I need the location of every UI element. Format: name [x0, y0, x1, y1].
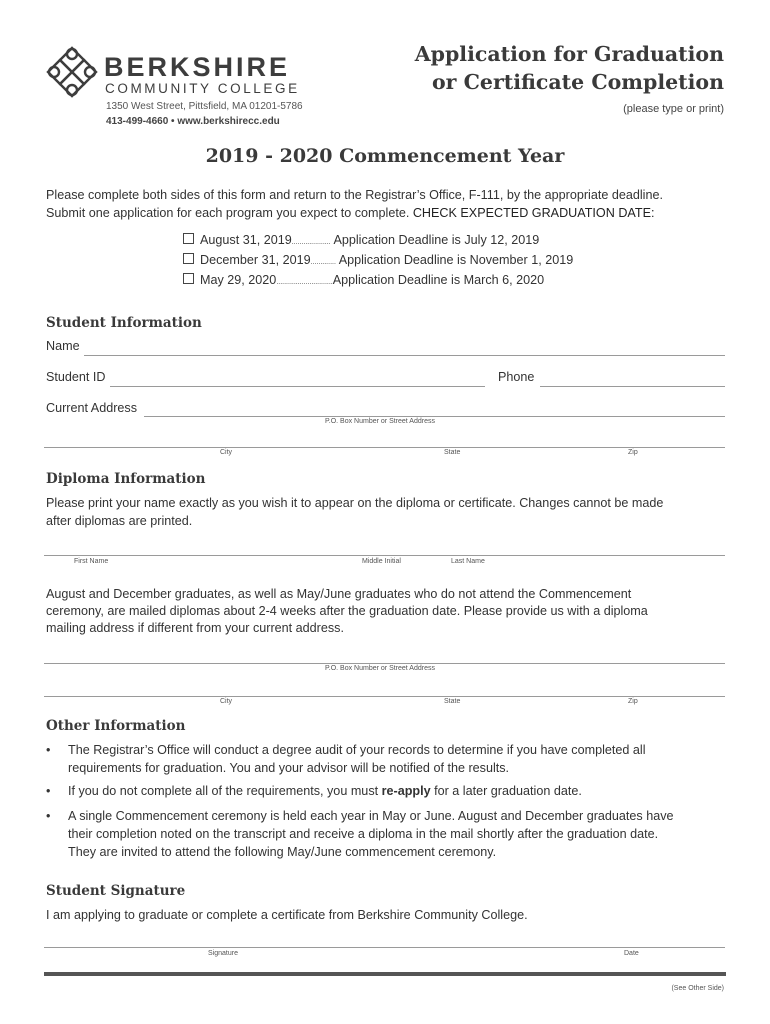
signature-field[interactable]: [44, 947, 725, 948]
date-option-august[interactable]: [183, 233, 539, 247]
form-title-note: (please type or print): [623, 103, 724, 115]
first-name-caption: First Name: [74, 558, 109, 565]
mailing-para-line3: mailing address if different from your current address.: [46, 621, 344, 635]
mailing-street-field[interactable]: [44, 663, 725, 664]
state-caption: State: [444, 698, 461, 705]
reapply-emphasis: re-apply: [381, 784, 431, 798]
item-line: their completion noted on the transcript and receive a diploma in the mail shortly after the graduation date.: [68, 827, 659, 841]
date-caption: Date: [624, 950, 639, 957]
signature-statement: I am applying to graduate or complete a certificate from Berkshire Community College.: [46, 908, 528, 922]
intro-line1: Please complete both sides of this form and return to the Registrar’s Office, F-111, by the appropriate deadline.: [46, 188, 663, 202]
december-checkbox[interactable]: [183, 253, 194, 264]
zip-caption: Zip: [628, 698, 638, 705]
city-state-zip-field[interactable]: [44, 447, 725, 448]
diploma-para-line2: after diplomas are printed.: [46, 514, 193, 528]
other-info-item-audit: [46, 741, 726, 777]
footer-rule: [44, 972, 726, 976]
college-subtitle: COMMUNITY COLLEGE: [105, 81, 300, 96]
current-address-label: Current Address: [46, 401, 137, 415]
name-field[interactable]: [84, 355, 725, 356]
last-name-caption: Last Name: [451, 558, 485, 565]
college-address: 1350 West Street, Pittsfield, MA 01201-5786: [106, 101, 303, 112]
middle-initial-caption: Middle Initial: [362, 558, 401, 565]
student-info-heading: Student Information: [46, 315, 202, 331]
signature-heading: Student Signature: [46, 883, 186, 899]
state-caption: State: [444, 449, 461, 456]
college-logo-knot-icon: [44, 44, 100, 100]
date-label: May 29, 2020: [200, 273, 277, 287]
city-caption: City: [220, 449, 233, 456]
mailing-para-line1: August and December graduates, as well as May/June graduates who do not attend the Commencement: [46, 587, 632, 601]
date-deadline: Application Deadline is July 12, 2019: [330, 233, 540, 247]
phone-field[interactable]: [540, 386, 725, 387]
name-label: Name: [46, 339, 80, 353]
mailing-para-line2: ceremony, are mailed diplomas about 2-4 weeks after the graduation date. Please provide us with a diploma: [46, 604, 648, 618]
item-line: requirements for graduation. You and your advisor will be notified of the results.: [68, 761, 510, 775]
other-info-item-ceremony: [46, 807, 726, 861]
diploma-name-field[interactable]: [44, 555, 725, 556]
item-line: They are invited to attend the following May/June commencement ceremony.: [68, 845, 497, 859]
bullet: •: [46, 743, 51, 757]
bullet: •: [46, 784, 51, 798]
diploma-para-line1: Please print your name exactly as you wish it to appear on the diploma or certificate. Changes cannot be made: [46, 496, 664, 510]
form-title-line1: Application for Graduation: [414, 42, 724, 66]
college-contact: 413-499-4660 • www.berkshirecc.edu: [106, 116, 280, 127]
commencement-year-heading: 2019 - 2020 Commencement Year: [205, 145, 565, 167]
zip-caption: Zip: [628, 449, 638, 456]
form-title-line2: or Certificate Completion: [431, 70, 724, 94]
date-leader-dots: .............................: [276, 279, 333, 286]
item-text: If you do not complete all of the requirements, you must: [68, 784, 382, 798]
item-line: A single Commencement ceremony is held each year in May or June. August and December graduates have: [68, 809, 674, 823]
date-leader-dots: .............: [310, 259, 336, 266]
intro-check-instruction: CHECK EXPECTED GRADUATION DATE:: [412, 206, 655, 220]
bullet: •: [46, 809, 51, 823]
intro-line2-text: Submit one application for each program you expect to complete.: [46, 206, 413, 220]
student-id-field[interactable]: [110, 386, 485, 387]
po-box-caption: P.O. Box Number or Street Address: [325, 665, 435, 672]
item-line: The Registrar’s Office will conduct a degree audit of your records to determine if you have completed all: [68, 743, 646, 757]
intro-line2: [46, 204, 654, 222]
item-line: [68, 782, 726, 800]
college-name: BERKSHIRE: [104, 52, 291, 82]
diploma-info-heading: Diploma Information: [46, 471, 206, 487]
date-option-december[interactable]: [183, 253, 573, 267]
other-info-item-reapply: [46, 782, 726, 800]
item-text: for a later graduation date.: [430, 784, 582, 798]
see-other-side-note: (See Other Side): [671, 985, 724, 992]
date-label: August 31, 2019: [200, 233, 292, 247]
phone-label: Phone: [498, 370, 535, 384]
august-checkbox[interactable]: [183, 233, 194, 244]
date-label: December 31, 2019: [200, 253, 311, 267]
po-box-caption: P.O. Box Number or Street Address: [325, 418, 435, 425]
date-deadline: Application Deadline is March 6, 2020: [332, 273, 545, 287]
student-id-label: Student ID: [46, 370, 106, 384]
street-address-field[interactable]: [144, 416, 725, 417]
city-caption: City: [220, 698, 233, 705]
other-info-heading: Other Information: [46, 718, 186, 734]
signature-caption: Signature: [208, 950, 238, 957]
date-deadline: Application Deadline is November 1, 2019: [335, 253, 574, 267]
date-option-may[interactable]: [183, 273, 544, 287]
may-checkbox[interactable]: [183, 273, 194, 284]
mailing-city-state-zip-field[interactable]: [44, 696, 725, 697]
date-leader-dots: ....................: [291, 239, 331, 246]
